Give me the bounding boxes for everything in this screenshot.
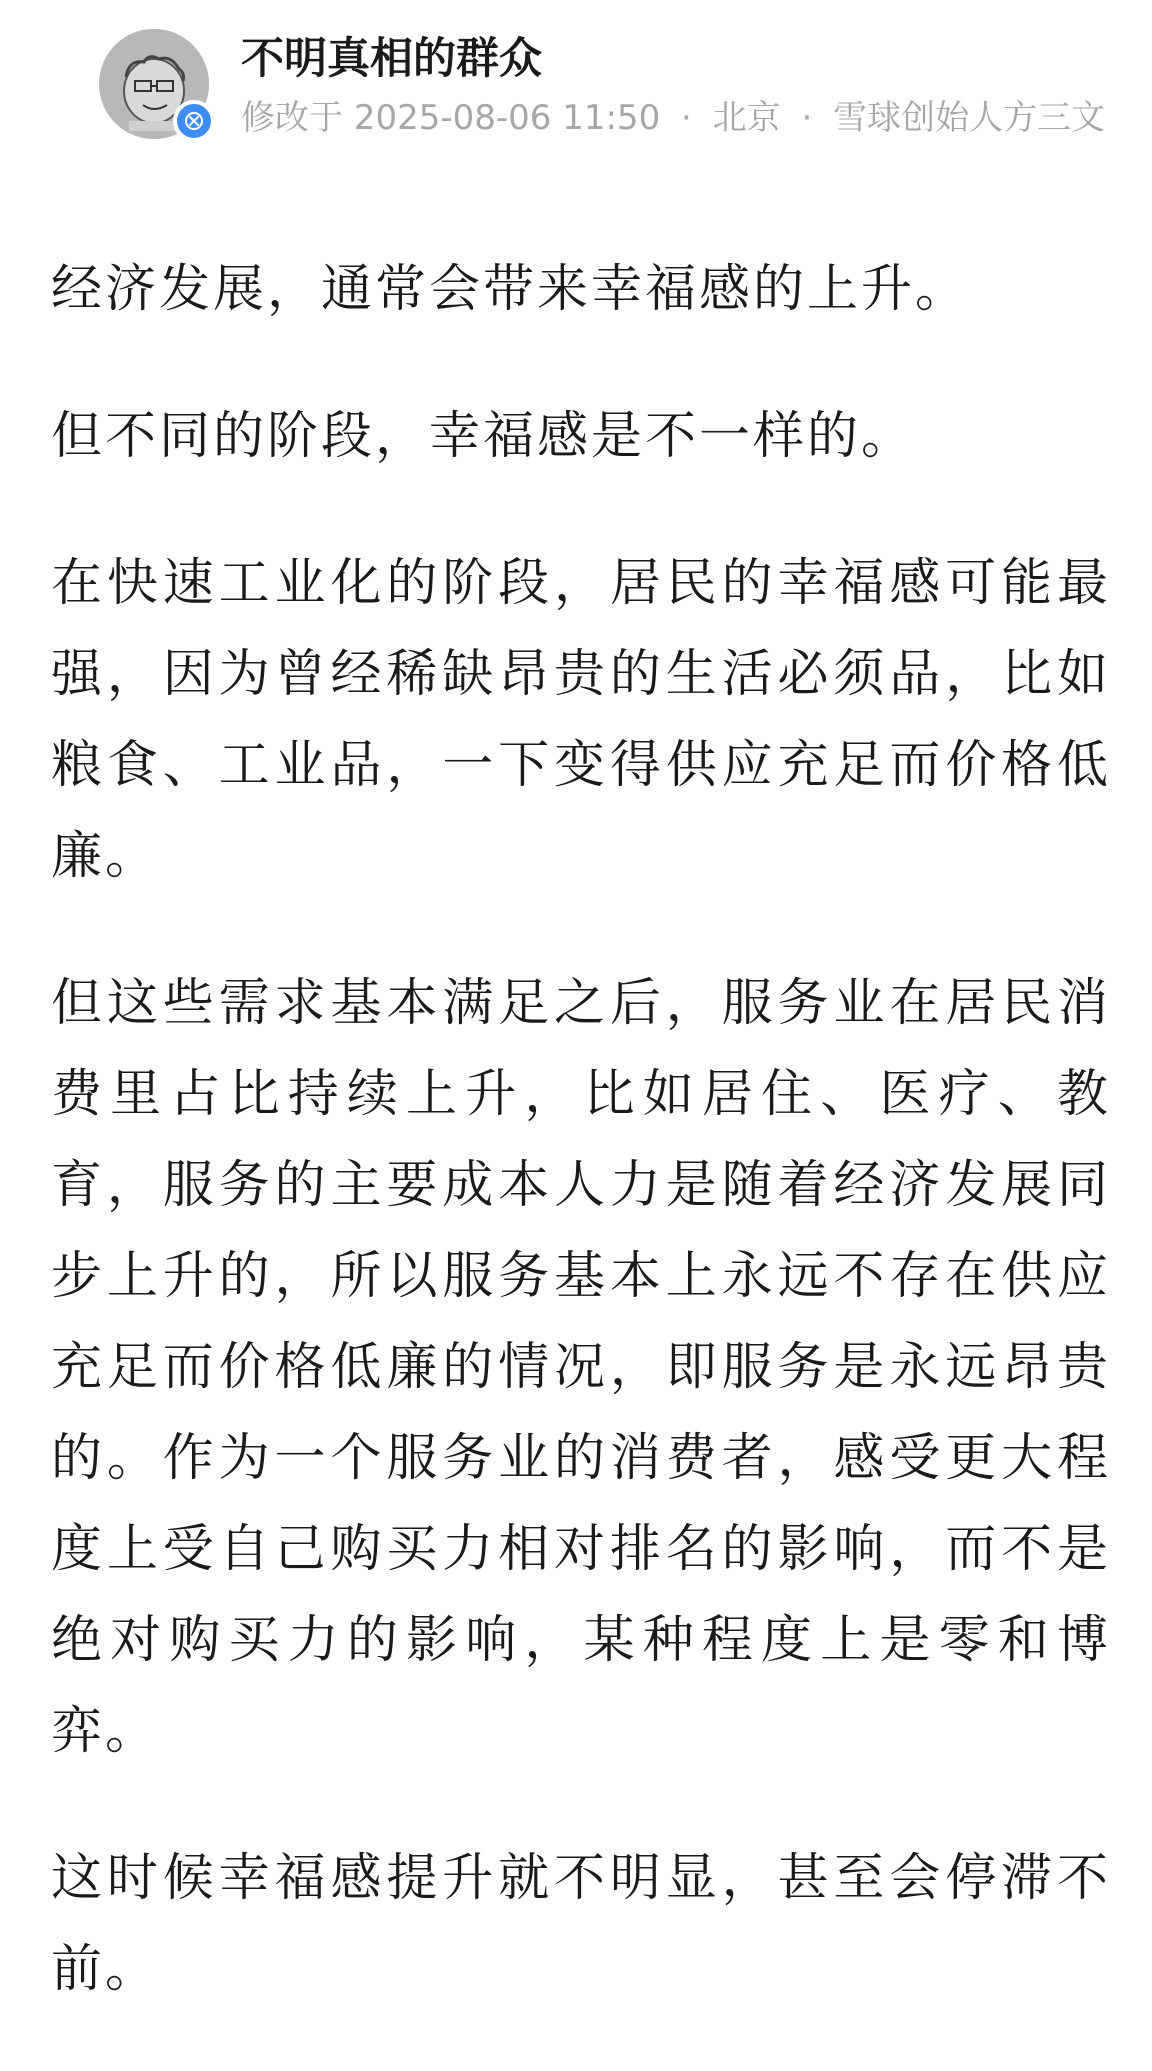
post-paragraph: 经济发展，通常会带来幸福感的上升。 [51, 260, 970, 319]
post-paragraph: 但不同的阶段，幸福感是不一样的。 [51, 407, 916, 466]
post-paragraph: 这时候幸福感提升就不明显，甚至会停滞不前。 [51, 1849, 1111, 1999]
post-paragraph: 但这些需求基本满足之后，服务业在居民消费里占比持续上升，比如居住、医疗、教育，服务的主要成本人力是随着经济发展同步上升的，所以服务基本上永远不存在供应充足而价格低廉的情况，即服务是永远昂贵的。作为一个服务业的消费者，感受更大程度上受自己购买力相对排名的影响，而不是绝对购买力的影响，某种程度上是零和博弈。 [51, 974, 1111, 1761]
post-body [51, 244, 1111, 2071]
post-header [51, 0, 1106, 170]
post-paragraph: 在快速工业化的阶段，居民的幸福感可能最强，因为曾经稀缺昂贵的生活必须品，比如粮食、工业品，一下变得供应充足而价格低廉。 [51, 554, 1111, 886]
post-meta [241, 96, 1105, 140]
meta-separator: · [681, 98, 692, 138]
meta-separator: · [801, 98, 813, 138]
verified-badge-icon [173, 100, 215, 142]
post-datetime: 2025-08-06 11:50 [353, 98, 661, 138]
author-name[interactable]: 不明真相的群众 [241, 34, 542, 84]
meta-prefix: 修改于 [241, 98, 343, 138]
post-location: 北京 [712, 98, 781, 138]
author-title: 雪球创始人方三文 [833, 98, 1106, 138]
